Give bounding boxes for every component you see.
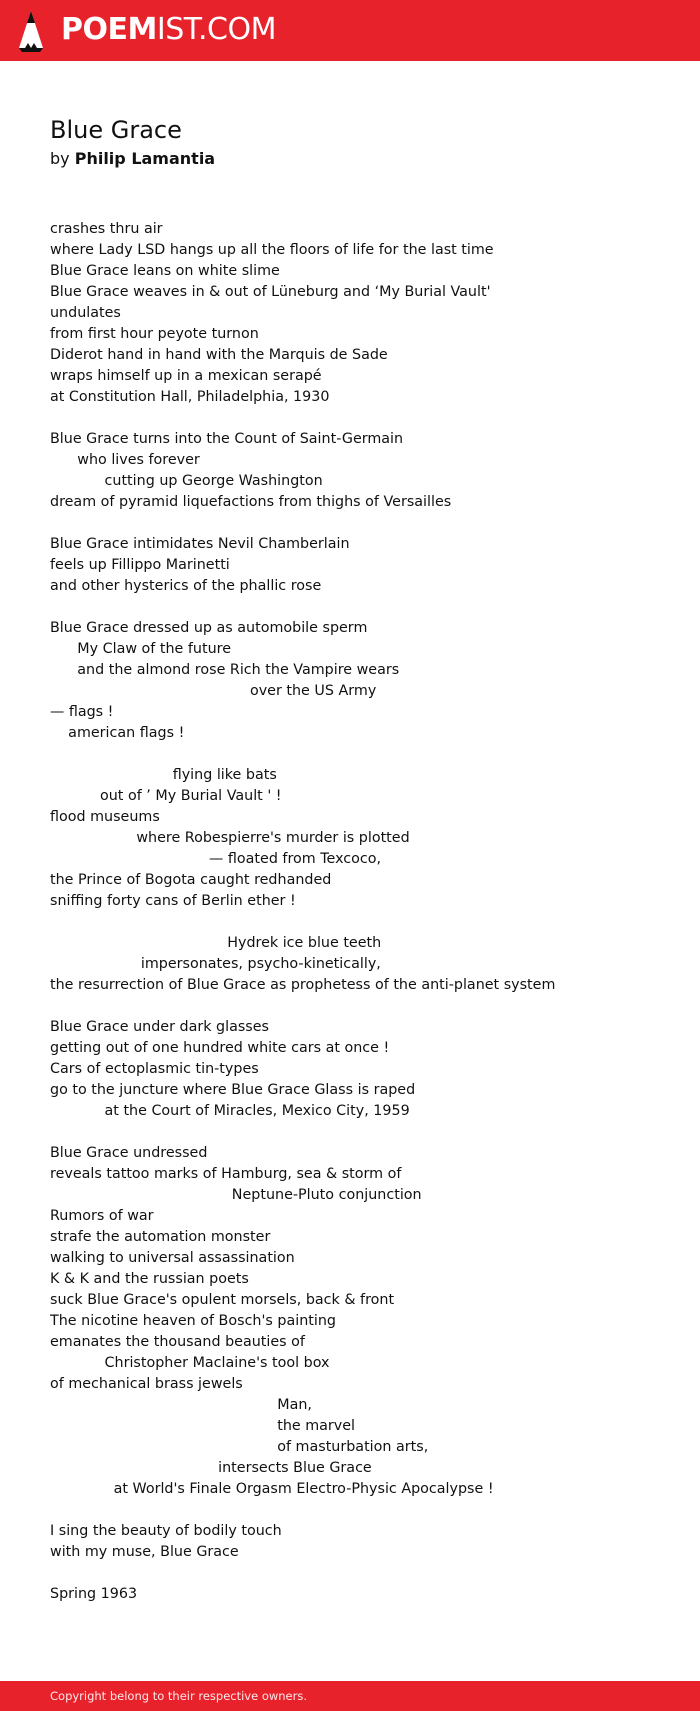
poem-line: — floated from Texcoco, <box>50 851 382 867</box>
poem-line: Man, <box>50 1397 312 1413</box>
site-logo[interactable] <box>61 12 276 48</box>
poem-line: go to the juncture where Blue Grace Glass is raped <box>50 1082 416 1098</box>
stanza-break <box>50 597 670 618</box>
poem-line: Hydrek ice blue teeth <box>50 935 382 951</box>
pencil-logo-icon[interactable] <box>16 10 46 52</box>
poem-line: where Lady LSD hangs up all the floors of life for the last time <box>50 242 494 258</box>
stanza-break <box>50 1122 670 1143</box>
poem-line: of mechanical brass jewels <box>50 1376 243 1392</box>
stanza-break <box>50 996 670 1017</box>
poem-line: Blue Grace undressed <box>50 1145 208 1161</box>
by-label: by <box>50 149 70 168</box>
poem-line: flood museums <box>50 809 160 825</box>
poem-line: Blue Grace weaves in & out of Lüneburg and ‘My Burial Vault' <box>50 284 491 300</box>
poem-line: Blue Grace under dark glasses <box>50 1019 270 1035</box>
poem-line: Rumors of war <box>50 1208 154 1224</box>
poem-line: out of ’ My Burial Vault ' ! <box>50 788 282 804</box>
poem-line: Spring 1963 <box>50 1586 138 1602</box>
poem-line: american flags ! <box>50 725 185 741</box>
poem-line: I sing the beauty of bodily touch <box>50 1523 282 1539</box>
poem-line: feels up Fillippo Marinetti <box>50 557 230 573</box>
poem-line: reveals tattoo marks of Hamburg, sea & storm of <box>50 1166 402 1182</box>
stanza-break <box>50 1500 670 1521</box>
poem-line: at Constitution Hall, Philadelphia, 1930 <box>50 389 330 405</box>
site-footer <box>0 1681 700 1711</box>
logo-bold-text: POEM <box>61 12 157 47</box>
poem-line: undulates <box>50 305 121 321</box>
poem-line: Neptune-Pluto conjunction <box>50 1187 422 1203</box>
poem-author: Philip Lamantia <box>74 149 216 168</box>
poem-line: — flags ! <box>50 704 114 720</box>
poem-line: impersonates, psycho-kinetically, <box>50 956 381 972</box>
stanza-break <box>50 1563 670 1584</box>
poem-line: and the almond rose Rich the Vampire wears <box>50 662 400 678</box>
poem-line: at the Court of Miracles, Mexico City, 1959 <box>50 1103 410 1119</box>
poem-line: flying like bats <box>50 767 277 783</box>
poem-title: Blue Grace <box>50 116 182 144</box>
poem-line: The nicotine heaven of Bosch's painting <box>50 1313 336 1329</box>
poem-line: at World's Finale Orgasm Electro-Physic Apocalypse ! <box>50 1481 494 1497</box>
poem-byline <box>50 148 215 170</box>
poem-line: Cars of ectoplasmic tin-types <box>50 1061 259 1077</box>
poem-line: dream of pyramid liquefactions from thighs of Versailles <box>50 494 452 510</box>
poem-line: the marvel <box>50 1418 356 1434</box>
stanza-break <box>50 912 670 933</box>
poem-body <box>50 219 670 1605</box>
poem-line: Blue Grace dressed up as automobile sperm <box>50 620 368 636</box>
poem-line: the Prince of Bogota caught redhanded <box>50 872 332 888</box>
poem-line: suck Blue Grace's opulent morsels, back & front <box>50 1292 395 1308</box>
poem-line: strafe the automation monster <box>50 1229 271 1245</box>
poem-line: with my muse, Blue Grace <box>50 1544 239 1560</box>
logo-thin-text: IST.COM <box>156 12 276 47</box>
poem-line: of masturbation arts, <box>50 1439 429 1455</box>
poem-line: Diderot hand in hand with the Marquis de Sade <box>50 347 388 363</box>
site-header <box>0 0 700 61</box>
poem-line: and other hysterics of the phallic rose <box>50 578 322 594</box>
poem-line: where Robespierre's murder is plotted <box>50 830 410 846</box>
poem-line: who lives forever <box>50 452 200 468</box>
poem-line: wraps himself up in a mexican serapé <box>50 368 322 384</box>
stanza-break <box>50 408 670 429</box>
poem-line: crashes thru air <box>50 221 163 237</box>
poem-line: getting out of one hundred white cars at once ! <box>50 1040 390 1056</box>
poem-line: My Claw of the future <box>50 641 232 657</box>
poem-line: from first hour peyote turnon <box>50 326 259 342</box>
poem-line: walking to universal assassination <box>50 1250 295 1266</box>
stanza-break <box>50 513 670 534</box>
copyright-notice: Copyright belong to their respective owners. <box>50 1689 308 1703</box>
poem-line: emanates the thousand beauties of <box>50 1334 305 1350</box>
poem-line: Christopher Maclaine's tool box <box>50 1355 330 1371</box>
poem-line: Blue Grace leans on white slime <box>50 263 280 279</box>
poem-line: cutting up George Washington <box>50 473 323 489</box>
poem-line: the resurrection of Blue Grace as prophetess of the anti-planet system <box>50 977 556 993</box>
poem-line: K & K and the russian poets <box>50 1271 249 1287</box>
poem-line: Blue Grace turns into the Count of Saint-Germain <box>50 431 404 447</box>
poem-line: over the US Army <box>50 683 377 699</box>
poem-line: Blue Grace intimidates Nevil Chamberlain <box>50 536 350 552</box>
poem-line: intersects Blue Grace <box>50 1460 372 1476</box>
stanza-break <box>50 744 670 765</box>
poem-line: sniffing forty cans of Berlin ether ! <box>50 893 296 909</box>
